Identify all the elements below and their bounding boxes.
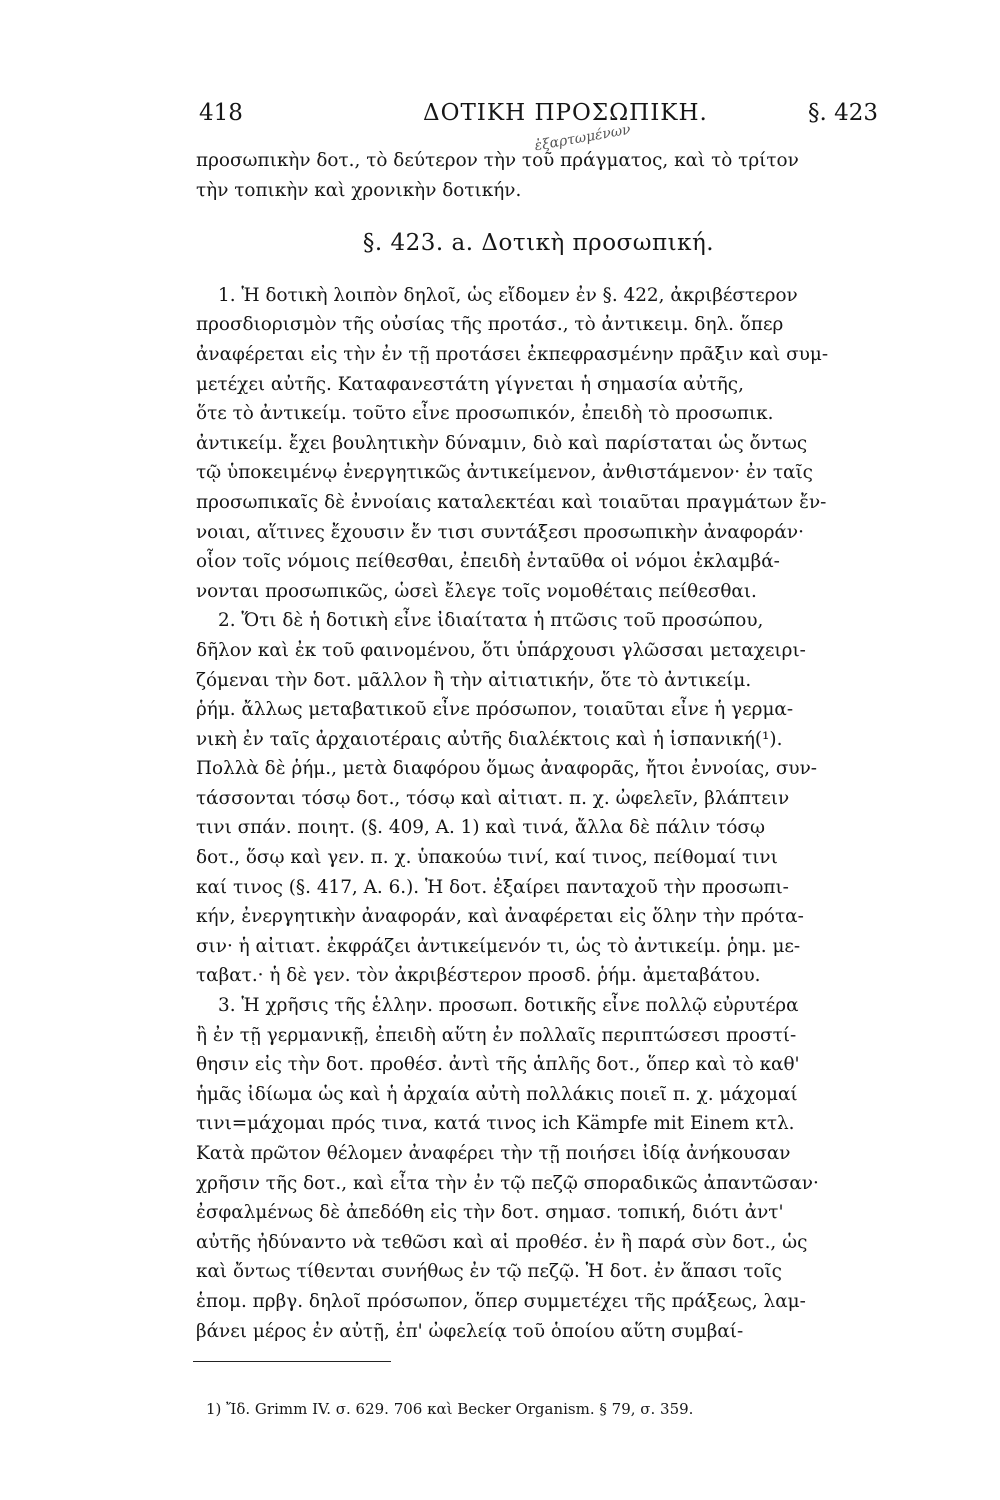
intro-text [196, 146, 881, 205]
text-line: 1. Ἡ δοτικὴ λοιπὸν δηλοῖ, ὡς εἴδομεν ἐν §. 422, ἀκριβέστερον [218, 284, 798, 306]
main-text [196, 146, 881, 1346]
footnote: 1) Ἴδ. Grimm IV. σ. 629. 706 καὶ Becker Organism. § 79, σ. 359. [206, 1400, 694, 1418]
text-line: ἡμᾶς ἰδίωμα ὡς καὶ ἡ ἀρχαία αὐτὴ πολλάκις ποιεῖ π. χ. μάχομαί [196, 1083, 798, 1105]
text-line: τῷ ὑποκειμένῳ ἐνεργητικῶς ἀντικείμενον, ἀνθιστάμενον· ἐν ταῖς [196, 462, 813, 484]
text-line: μετέχει αὐτῆς. Καταφανεστάτη γίγνεται ἡ σημασία αὐτῆς, [196, 373, 744, 395]
text-line: ἀναφέρεται εἰς τὴν ἐν τῇ προτάσει ἐκπεφρασμένην πρᾶξιν καὶ συμ- [196, 343, 829, 365]
text-line: 2. Ὅτι δὲ ἡ δοτικὴ εἶνε ἰδιαίτατα ἡ πτῶσις τοῦ προσώπου, [218, 610, 764, 632]
text-line: νοιαι, αἵτινες ἔχουσιν ἔν τισι συντάξεσι προσωπικὴν ἀναφοράν· [196, 521, 804, 543]
text-line: αὐτῆς ἠδύναντο νὰ τεθῶσι καὶ αἱ προθέσ. ἐν ἢ παρά σὺν δοτ., ὡς [196, 1231, 808, 1253]
text-line: νικὴ ἐν ταῖς ἀρχαιοτέραις αὐτῆς διαλέκτοις καὶ ἡ ἱσπανική(¹). [196, 728, 783, 750]
text-line: τινι=μάχομαι πρός τινα, κατά τινος ich Kämpfe mit Einem κτλ. [196, 1113, 795, 1135]
text-line: χρῆσιν τῆς δοτ., καὶ εἶτα τὴν ἐν τῷ πεζῷ σποραδικῶς ἀπαντῶσαν· [196, 1172, 819, 1194]
text-line: προσωπικαῖς δὲ ἐννοίαις καταλεκτέαι καὶ τοιαῦται πραγμάτων ἔν- [196, 491, 827, 513]
text-line: καὶ ὄντως τίθενται συνήθως ἐν τῷ πεζῷ. Ἡ δοτ. ἐν ἅπασι τοῖς [196, 1261, 782, 1283]
text-line: ἐσφαλμένως δὲ ἀπεδόθη εἰς τὴν δοτ. σημασ. τοπική, διότι ἀντ' [196, 1202, 784, 1224]
paragraphs [196, 281, 881, 1346]
text-line: ῥήμ. ἄλλως μεταβατικοῦ εἶνε πρόσωπον, τοιαῦται εἶνε ἡ γερμα- [196, 699, 794, 721]
text-line: σιν· ἡ αἰτιατ. ἐκφράζει ἀντικείμενόν τι, ὡς τὸ ἀντικείμ. ῥημ. με- [196, 935, 801, 957]
text-line: ἢ ἐν τῇ γερμανικῇ, ἐπειδὴ αὕτη ἐν πολλαῖς περιπτώσεσι προστί- [196, 1024, 797, 1046]
text-line: προσωπικὴν δοτ., τὸ δεύτερον τὴν τοῦ πράγματος, καὶ τὸ τρίτον [196, 150, 799, 171]
text-line: ἑπομ. πρβγ. δηλοῖ πρόσωπον, ὅπερ συμμετέχει τῆς πράξεως, λαμ- [196, 1290, 806, 1312]
section-reference: §. 423 [807, 100, 878, 126]
text-line: ζόμεναι τὴν δοτ. μᾶλλον ἢ τὴν αἰτιατικήν, ὅτε τὸ ἀντικείμ. [196, 669, 752, 691]
text-line: τὴν τοπικὴν καὶ χρονικὴν δοτικήν. [196, 179, 522, 201]
text-line: βάνει μέρος ἐν αὐτῇ, ἐπ' ὠφελείᾳ τοῦ ὁποίου αὕτη συμβαί- [196, 1320, 744, 1342]
text-line: κήν, ἐνεργητικὴν ἀναφοράν, καὶ ἀναφέρεται εἰς ὅλην τὴν πρότα- [196, 906, 804, 928]
text-line: τάσσονται τόσῳ δοτ., τόσῳ καὶ αἰτιατ. π. χ. ὠφελεῖν, βλάπτειν [196, 787, 790, 809]
text-line: Πολλὰ δὲ ῥήμ., μετὰ διαφόρου ὅμως ἀναφορᾶς, ἤτοι ἐννοίας, συν- [196, 758, 817, 780]
footnote-divider [193, 1361, 391, 1362]
text-line: ἀντικείμ. ἔχει βουλητικὴν δύναμιν, διὸ καὶ παρίσταται ὡς ὄντως [196, 432, 808, 454]
text-line: προσδιορισμὸν τῆς οὐσίας τῆς προτάσ., τὸ ἀντικειμ. δηλ. ὅπερ [196, 314, 784, 336]
text-line: καί τινος (§. 417, A. 6.). Ἡ δοτ. ἐξαίρει πανταχοῦ τὴν προσωπι- [196, 876, 789, 898]
page-number: 418 [199, 100, 243, 126]
text-line: ὅτε τὸ ἀντικείμ. τοῦτο εἶνε προσωπικόν, ἐπειδὴ τὸ προσωπικ. [196, 403, 774, 425]
page-title: ΔΟΤΙΚΗ ΠΡΟΣΩΠΙΚΗ. [423, 100, 708, 126]
text-line: δῆλον καὶ ἐκ τοῦ φαινομένου, ὅτι ὑπάρχουσι γλῶσσαι μεταχειρι- [196, 639, 806, 661]
text-line: ταβατ.· ἡ δὲ γεν. τὸν ἀκριβέστερον προσδ. ῥήμ. ἀμεταβάτου. [196, 965, 761, 987]
text-line: θησιν εἰς τὴν δοτ. προθέσ. ἀντὶ τῆς ἁπλῆς δοτ., ὅπερ καὶ τὸ καθ' [196, 1054, 800, 1076]
handwritten-note: ἐξαρτωμένων [533, 121, 632, 155]
text-line: νονται προσωπικῶς, ὡσεὶ ἔλεγε τοῖς νομοθέταις πείθεσθαι. [196, 580, 757, 602]
text-line: Κατὰ πρῶτον θέλομεν ἀναφέρει τὴν τῇ ποιήσει ἰδίᾳ ἀνήκουσαν [196, 1143, 791, 1164]
section-heading: §. 423. a. Δοτικὴ προσωπική. [362, 230, 715, 257]
text-line: τινι σπάν. ποιητ. (§. 409, A. 1) καὶ τινά, ἄλλα δὲ πάλιν τόσῳ [196, 817, 765, 839]
text-line: 3. Ἡ χρῆσις τῆς ἑλλην. προσωπ. δοτικῆς εἶνε πολλῷ εὐρυτέρα [218, 995, 799, 1017]
text-line: οἷον τοῖς νόμοις πείθεσθαι, ἐπειδὴ ἐνταῦθα οἱ νόμοι ἐκλαμβά- [196, 551, 780, 573]
text-line: δοτ., ὅσῳ καὶ γεν. π. χ. ὑπακούω τινί, καί τινος, πείθομαί τινι [196, 847, 778, 869]
running-head [193, 96, 878, 136]
